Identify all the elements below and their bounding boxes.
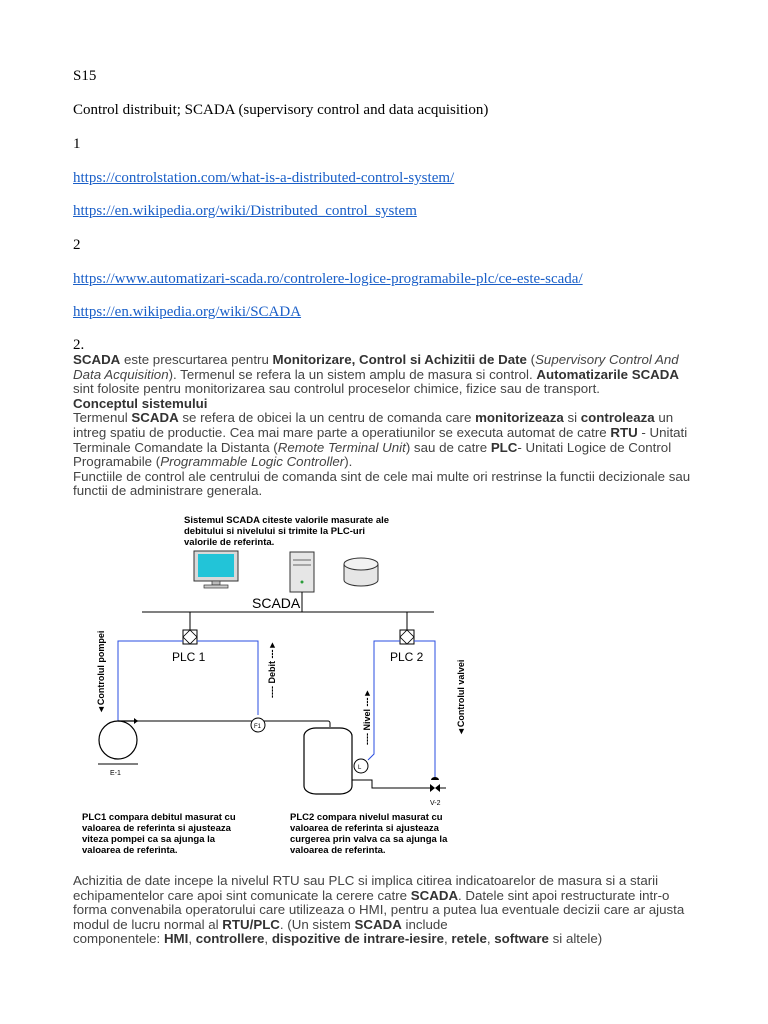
- caption-plc2-line-1: PLC2 compara nivelul masurat cu: [290, 812, 443, 823]
- section-1-number: 1: [73, 136, 81, 152]
- flow-signal-wire: [197, 641, 258, 715]
- link-automatizari-anchor[interactable]: https://www.automatizari-scada.ro/controlere-logice-programabile-plc/ce-este-scada/: [73, 271, 583, 287]
- caption-plc2-line-3: curgerea prin valva ca sa ajunga la: [290, 834, 448, 845]
- plc2-label: PLC 2: [390, 650, 424, 664]
- heading-code: S15: [73, 68, 97, 84]
- level-meter-tag: L: [358, 765, 362, 771]
- caption-plc1-line-3: viteza pompei ca sa ajunga la: [82, 834, 216, 845]
- server-icon: [290, 552, 314, 592]
- link-wiki-scada: [73, 304, 301, 321]
- link-controlstation-anchor[interactable]: https://controlstation.com/what-is-a-distributed-control-system/: [73, 170, 455, 186]
- label-nivel: ---- Nivel ---►: [362, 688, 372, 745]
- pipe-tank-to-valve: [352, 780, 432, 788]
- functions-paragraph: Functiile de control ale centrului de comanda sint de cele mai multe ori restrinse la functii decizionale sau functii de administrare generala.: [73, 468, 691, 499]
- level-meter-icon: [354, 759, 368, 773]
- scada-label: SCADA: [252, 595, 301, 611]
- plc1-node-icon: [183, 630, 197, 644]
- plc1-label: PLC 1: [172, 650, 206, 664]
- pump-icon: [98, 721, 138, 764]
- caption-plc2-line-4: valoarea de referinta.: [290, 845, 386, 856]
- acquisition-text: Achizitia de date incepe la nivelul RTU sau PLC si implica citirea indicatoarelor de masura si a starii echipamentelor care apoi sint comunicate la cerere catre SCADA. Datele sint apoi restructurate intr-o forma convenabila operatorului care utilizeaza o HMI, pentru a putea lua eventuale decizii care ar ajusta modul de lucru normal al RTU/PLC. (Un sistem SCADA include: [73, 873, 685, 932]
- caption-top-line-2: debitului si nivelului si trimite la PLC-uri: [184, 526, 366, 537]
- concept-heading: Conceptul sistemului: [73, 395, 208, 411]
- link-wiki-scada-anchor[interactable]: https://en.wikipedia.org/wiki/SCADA: [73, 304, 302, 320]
- label-control-valvei: ◄Controlul valvei: [456, 659, 466, 736]
- plc2-node-icon: [400, 630, 414, 644]
- monitor-icon: [194, 551, 238, 588]
- section-2-number: 2: [73, 237, 81, 253]
- caption-top-line-3: valorile de referinta.: [184, 537, 275, 548]
- acquisition-paragraph: [73, 874, 693, 947]
- concept-paragraph: Termenul SCADA se refera de obicei la un centru de comanda care monitorizeaza si controleaza un intreg spatiu de productie. Cea mai mare parte a operatiunilor se executa automat de catre RTU - Unitati Terminale Comandate la Distanta (Remote Terminal Unit) sau de catre PLC- Unitati Logice de Control Programabile (Programmable Logic Controller).: [73, 410, 688, 470]
- link-automatizari: [73, 271, 583, 288]
- label-debit: ---- Debit ---►: [267, 640, 277, 698]
- caption-top-line-1: Sistemul SCADA citeste valorile masurate ale: [184, 515, 390, 526]
- pump-tag: E-1: [110, 770, 121, 777]
- intro-paragraph: SCADA este prescurtarea pentru Monitorizare, Control si Achizitii de Date (Supervisory Control And Data Acquisition). Termenul se refera la un sistem amplu de masura si control. Automatizarile SCADA sint folosite pentru monitorizarea sau controlul proceselor chimice, fizice sau de transport.: [73, 352, 679, 397]
- valve-icon: [430, 777, 446, 792]
- scada-diagram: [72, 508, 502, 868]
- section-2b-number: 2.: [73, 337, 85, 353]
- flow-meter-tag: F1: [254, 724, 262, 730]
- caption-plc1-line-1: PLC1 compara debitul masurat cu: [82, 812, 236, 823]
- link-controlstation: [73, 170, 454, 187]
- acquisition-components: componentele: HMI, controllere, dispozitive de intrare-iesire, retele, software si altele): [73, 931, 603, 947]
- label-control-pompei: ◄Controlul pompei: [96, 630, 106, 714]
- flow-meter-icon: [251, 718, 265, 732]
- link-wiki-dcs: [73, 203, 417, 220]
- valve-tag: V-2: [430, 800, 441, 807]
- database-icon: [344, 558, 378, 586]
- caption-plc1-line-4: valoarea de referinta.: [82, 845, 178, 856]
- document-title: Control distribuit; SCADA (supervisory control and data acquisition): [73, 102, 489, 118]
- caption-plc2-line-2: valoarea de referinta si ajusteaza: [290, 823, 439, 834]
- caption-plc1-line-2: valoarea de referinta si ajusteaza: [82, 823, 231, 834]
- tank-icon: [304, 728, 352, 794]
- link-wiki-dcs-anchor[interactable]: https://en.wikipedia.org/wiki/Distributed_control_system: [73, 203, 417, 219]
- body-text: [73, 353, 698, 499]
